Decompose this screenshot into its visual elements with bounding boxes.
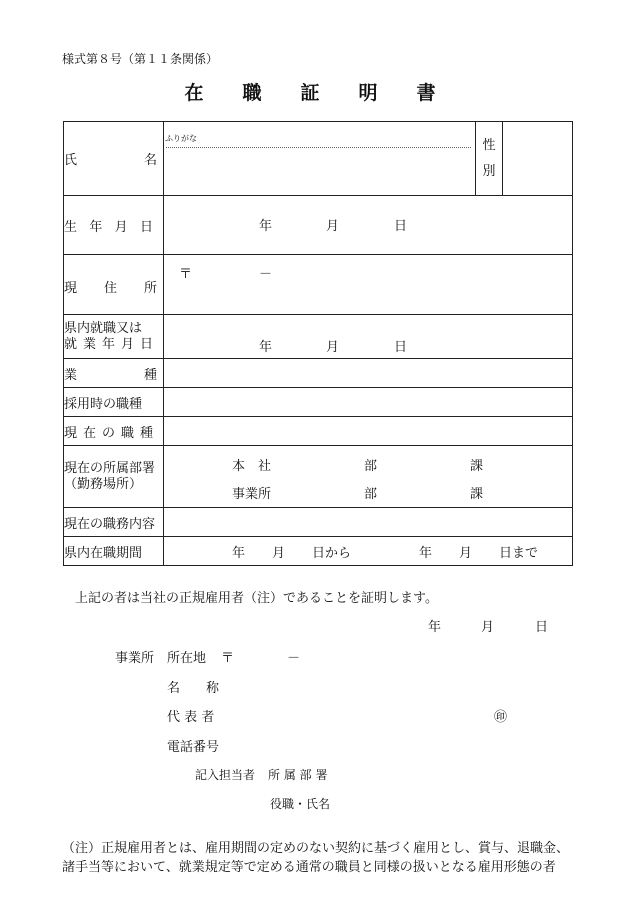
- hire-job-label: 採用時の職種: [64, 388, 164, 417]
- tenure-row: [64, 537, 573, 566]
- department-label: 現在の所属部署 （勤務場所）: [64, 446, 164, 508]
- contact-label: 記入担当者: [195, 768, 256, 782]
- hire-job-row: [64, 388, 573, 417]
- department-row: [64, 446, 573, 508]
- employer-location-label: 所在地: [167, 651, 207, 666]
- employer-rep-label: 代 表 者: [167, 710, 215, 725]
- current-job-row: [64, 417, 573, 446]
- industry-row: [64, 359, 573, 388]
- employment-start-row: [64, 315, 573, 359]
- employer-office-label: 事業所: [115, 651, 155, 666]
- form-number: 様式第８号（第１１条関係）: [62, 52, 219, 66]
- industry-field[interactable]: [164, 359, 573, 388]
- name-label: 氏 名: [64, 122, 164, 196]
- postal-icon: 〒: [221, 651, 235, 666]
- employment-start-label: 県内就職又は 就 業 年 月 日: [64, 315, 164, 359]
- birth-row: [64, 196, 573, 255]
- birth-label: 生 年 月 日: [64, 196, 164, 255]
- employer-name-label: 名 称: [167, 681, 220, 696]
- cert-month: 月: [481, 620, 495, 635]
- certify-text: 上記の者は当社の正規雇用者（注）であることを証明します。: [75, 591, 438, 606]
- duties-row: [64, 508, 573, 537]
- employment-start-field[interactable]: 年 月 日: [164, 315, 573, 359]
- current-job-label: 現 在 の 職 種: [64, 417, 164, 446]
- department-field[interactable]: 本 社 部 課 事業所 部 課: [164, 446, 573, 508]
- duties-field[interactable]: [164, 508, 573, 537]
- cert-year: 年: [428, 620, 442, 635]
- tenure-label: 県内在職期間: [64, 537, 164, 566]
- postal-dash: －: [287, 651, 301, 666]
- employer-phone-label: 電話番号: [167, 740, 220, 755]
- furigana-line: [166, 143, 471, 148]
- address-label: 現 住 所: [64, 255, 164, 315]
- page-title: 在 職 証 明 書: [184, 82, 446, 104]
- tenure-field[interactable]: 年 月 日から 年 月 日まで: [164, 537, 573, 566]
- birth-date-field[interactable]: 年 月 日: [164, 196, 573, 255]
- address-row: [64, 255, 573, 315]
- certificate-table: [63, 121, 573, 566]
- industry-label: 業 種: [64, 359, 164, 388]
- duties-label: 現在の職務内容: [64, 508, 164, 537]
- contact-dept-label: 所 属 部 署: [268, 768, 328, 782]
- hire-job-field[interactable]: [164, 388, 573, 417]
- postal-icon: 〒: [179, 267, 193, 282]
- current-job-field[interactable]: [164, 417, 573, 446]
- footnote-line-1: （注）正規雇用者とは、雇用期間の定めのない契約に基づく雇用とし、賞与、退職金、: [62, 841, 570, 856]
- gender-label: 性 別: [476, 122, 503, 196]
- cert-day: 日: [535, 620, 549, 635]
- footnote-line-2: 諸手当等において、就業規定等で定める通常の職員と同様の扱いとなる雇用形態の者: [62, 860, 556, 875]
- gender-field[interactable]: [503, 122, 573, 196]
- address-field[interactable]: 〒 －: [164, 255, 573, 315]
- seal-icon: ㊞: [494, 710, 508, 725]
- name-row: [64, 122, 573, 196]
- contact-position-label: 役職・氏名: [270, 797, 331, 811]
- name-field[interactable]: [164, 122, 476, 196]
- furigana-label: ふりがな: [165, 134, 197, 143]
